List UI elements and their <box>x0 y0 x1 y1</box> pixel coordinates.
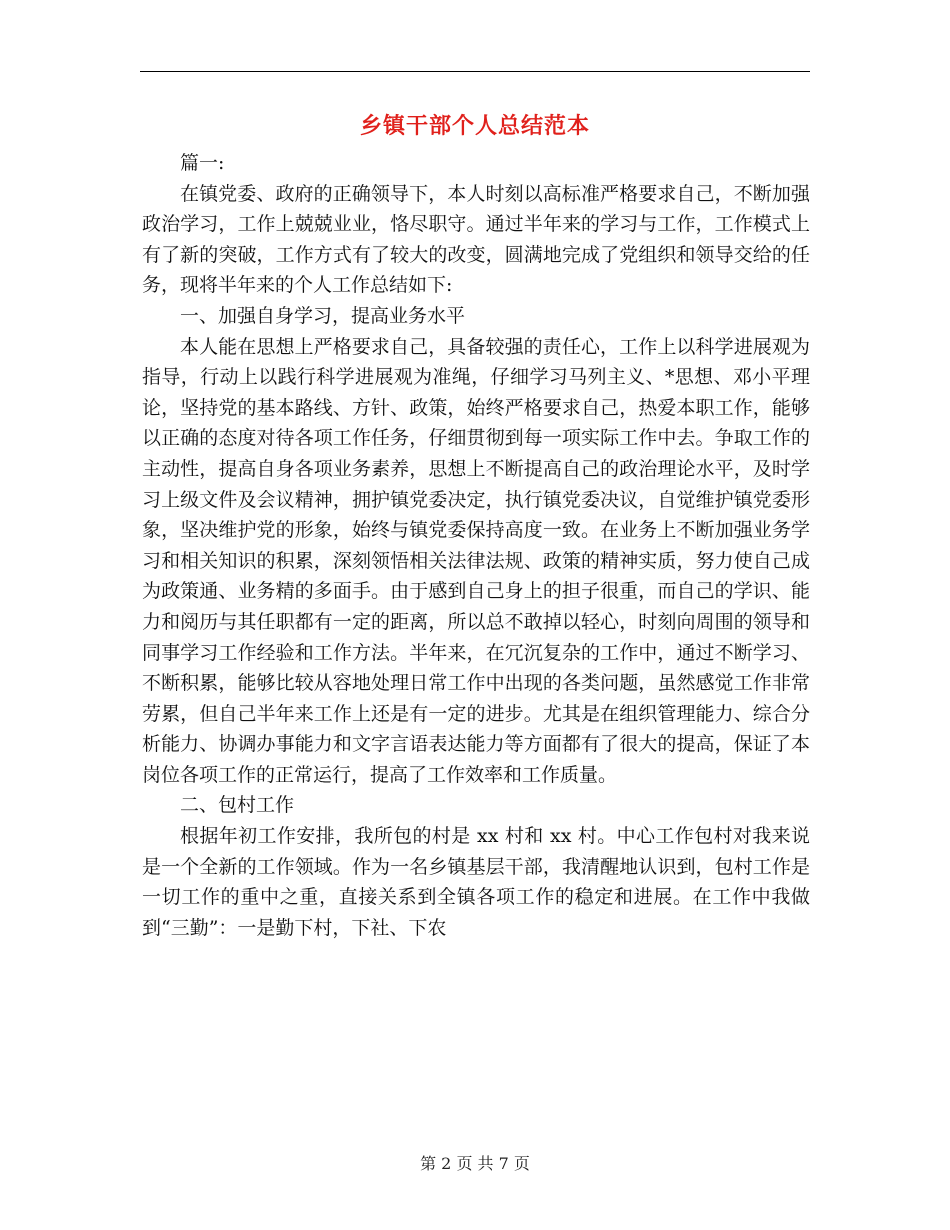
heading-section-1: 一、加强自身学习，提高业务水平 <box>180 304 466 327</box>
paragraph-section-2: 根据年初工作安排，我所包的村是 xx 村和 xx 村。中心工作包村对我来说是一个全新的工作领域。作为一名乡镇基层干部，我清醒地认识到，包村工作是一切工作的重中之重，直接关系到全镇各项工作的稳定和进展。在工作中我做到“三勤”：一是勤下村，下社、下农 <box>142 825 810 939</box>
page-number-footer: 第 2 页 共 7 页 <box>420 1154 530 1173</box>
document-body <box>142 148 810 943</box>
paragraph-section-1: 本人能在思想上严格要求自己，具备较强的责任心，工作上以科学进展观为指导，行动上以践行科学进展观为准绳，仔细学习马列主义、*思想、邓小平理论，坚持党的基本路线、方针、政策，始终严格要求自己，热爱本职工作，能够以正确的态度对待各项工作任务，仔细贯彻到每一项实际工作中去。争取工作的主动性，提高自身各项业务素养，思想上不断提高自己的政治理论水平，及时学习上级文件及会议精神，拥护镇党委决定，执行镇党委决议，自觉维护镇党委形象，坚决维护党的形象，始终与镇党委保持高度一致。在业务上不断加强业务学习和相关知识的积累，深刻领悟相关法律法规、政策的精神实质，努力使自己成为政策通、业务精的多面手。由于感到自己身上的担子很重，而自己的学识、能力和阅历与其任职都有一定的距离，所以总不敢掉以轻心，时刻向周围的领导和同事学习工作经验和工作方法。半年来，在冗沉复杂的工作中，通过不断学习、不断积累，能够比较从容地处理日常工作中出现的各类问题，虽然感觉工作非常劳累，但自己半年来工作上还是有一定的进步。尤其是在组织管理能力、综合分析能力、协调办事能力和文字言语表达能力等方面都有了很大的提高，保证了本岗位各项工作的正常运行，提高了工作效率和工作质量。 <box>142 335 810 786</box>
paragraph-intro: 在镇党委、政府的正确领导下，本人时刻以高标准严格要求自己，不断加强政治学习，工作上兢兢业业，恪尽职守。通过半年来的学习与工作，工作模式上有了新的突破，工作方式有了较大的改变，圆满地完成了党组织和领导交给的任务，现将半年来的个人工作总结如下: <box>142 182 810 297</box>
heading-section-2: 二、包村工作 <box>180 794 295 817</box>
paragraph-section-label: 篇一: <box>180 152 225 174</box>
header-rule <box>140 71 810 72</box>
document-title: 乡镇干部个人总结范本 <box>359 113 590 139</box>
